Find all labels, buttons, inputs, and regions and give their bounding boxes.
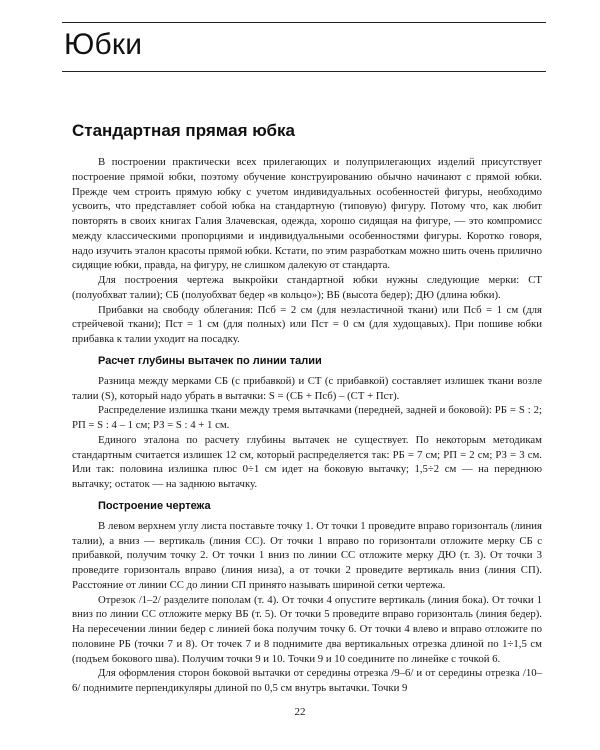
- intro-paragraph: В построении практически всех прилегающих и полуприлегающих изделий присутствует построение прямой юбки, поэтому обучение конструированию обычно начинают с прямой юбки. Прежде чем строить прямую юбку с учетом индивидуальных особенностей фигуры, необходимо усвоить, что представляет собой юбка на стандартную (типовую) фигуру. Потому что, как любит повторять в своих книгах Галия Злачевская, одежда, хорошо сидящая на фигуре, — это компромисс между классическими пропорциями и индивидуальными особенностями фигуры. Коротко говоря, надо изучить эталон красоты прямой юбки. Кстати, по этим разработкам можно шить очень прилично сидящие юбки, правда, на фигуру, не слишком далекую от стандарта.: [72, 156, 542, 272]
- darts-paragraph: Разница между мерками СБ (с прибавкой) и СТ (с прибавкой) составляет излишек ткани возле талии (S), который надо убрать в вытачки: S = (СБ + Псб) – (СТ + Пст).: [72, 374, 542, 402]
- section-title: Стандартная прямая юбка: [72, 121, 295, 140]
- chapter-title: Юбки: [64, 28, 143, 61]
- darts-subheading: Расчет глубины вытачек по линии талии: [98, 354, 322, 367]
- darts-paragraph: Распределение излишка ткани между тремя вытачками (передней, задней и боковой): РБ = S : 2; РП = S : 4 – 1 см; РЗ = S : 4 + 1 см.: [72, 404, 542, 431]
- header-rule-top: [62, 22, 546, 23]
- drafting-subheading: Построение чертежа: [98, 499, 211, 512]
- body-text: [72, 155, 542, 696]
- drafting-paragraph: Отрезок /1–2/ разделите пополам (т. 4). От точки 4 опустите вертикаль (линия бока). От точки 1 вниз по линии СС отложите мерку ВБ (т. 5). От точки 5 проведите вправо горизонталь (линия бедер). На пересечении линии бедер с линией бока получим точку 6. От точки 4 влево и вправо отложите по половине РБ (точки 7 и 8). От точек 7 и 8 поднимите два вертикальных отрезка длиной по 1÷1,5 см (подъем бокового шва). Получим точки 9 и 10. Точки 9 и 10 соедините по линейке с точкой 6.: [72, 593, 542, 665]
- page-number: 22: [294, 706, 306, 718]
- drafting-paragraph: Для оформления сторон боковой вытачки от середины отрезка /9–6/ и от середины отрезка /10–6/ поднимите перпендикуляры длиной по 0,5 см внутрь вытачки. Точки 9: [72, 667, 542, 694]
- intro-paragraph: Для построения чертежа выкройки стандартной юбки нужны следующие мерки: СТ (полуобхват талии); СБ (полуобхват бедер «в кольцо»); ВБ (высота бедер); ДЮ (длина юбки).: [72, 274, 542, 301]
- intro-paragraph: Прибавки на свободу облегания: Псб = 2 см (для неэластичной ткани) или Псб = 1 см (для стрейчевой ткани); Пст = 1 см (для полных) или Пст = 0 см (для худощавых). При пошиве юбки прибавка к талии уходит на посадку.: [72, 303, 542, 345]
- darts-paragraph: Единого эталона по расчету глубины вытачек не существует. По некоторым методикам стандартным считается излишек 12 см, который распределяется так: РБ = 7 см; РП = 2 см; РЗ = 3 см. Или так: половина излишка плюс 0÷1 см идет на боковую вытачку; 1,5÷2 см — на переднюю вытачку; остаток — на заднюю вытачку.: [72, 433, 542, 490]
- drafting-paragraph: В левом верхнем углу листа поставьте точку 1. От точки 1 проведите вправо горизонталь (линия талии), а вниз — вертикаль (линия СС). От точки 1 вправо по горизонтали отложите мерку СБ с прибавкой, получим точку 2. От точки 1 вниз по линии СС отложите мерку ДЮ (т. 3). От точки 3 проведите горизонталь вправо (линия низа), а от точки 2 проведите вертикаль вниз (линия СП). Расстояние от линии СС до линии СП принято называть шириной сетки чертежа.: [72, 519, 542, 591]
- header-rule-bottom: [62, 71, 546, 72]
